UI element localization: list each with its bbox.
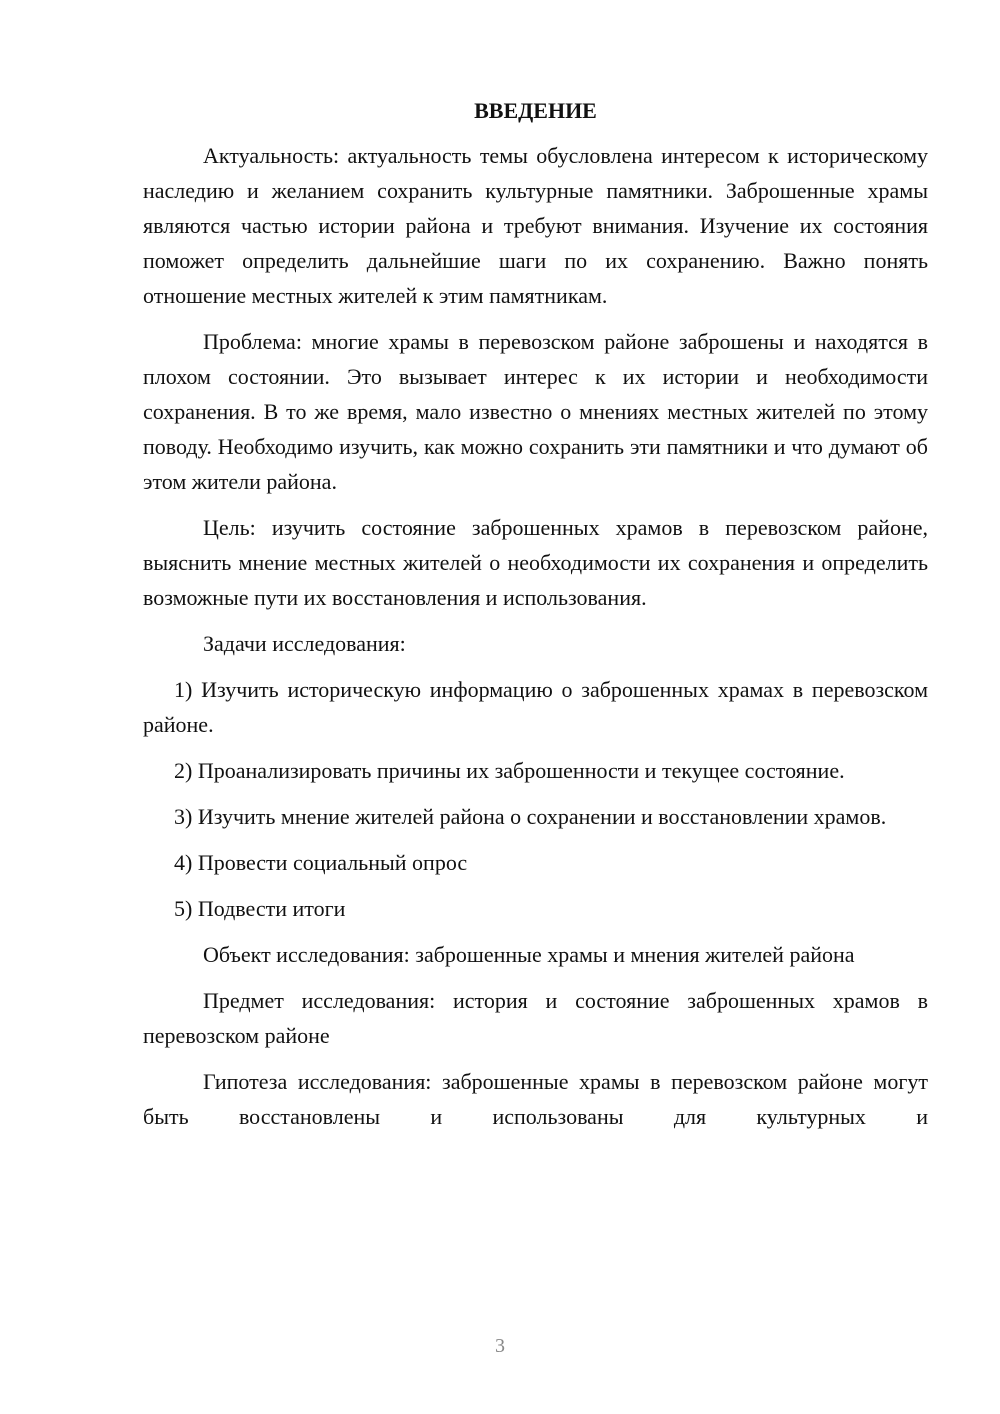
- paragraph-hypothesis: Гипотеза исследования: заброшенные храмы в перевозском районе могут быть восстановлены и использованы для культурных и: [143, 1069, 928, 1129]
- task-item-4: 4) Провести социальный опрос: [174, 850, 468, 875]
- task-item-2: 2) Проанализировать причины их заброшенности и текущее состояние.: [174, 758, 845, 783]
- section-heading: ВВЕДЕНИЕ: [474, 98, 597, 123]
- task-item-1: 1) Изучить историческую информацию о заброшенных храмах в перевозском районе.: [143, 677, 928, 737]
- paragraph-problem: Проблема: многие храмы в перевозском районе заброшены и находятся в плохом состоянии. Это вызывает интерес к их истории и необходимости сохранения. В то же время, мало известно о мнениях местных жителей по этому поводу. Необходимо изучить, как можно сохранить эти памятники и что думают об этом жители района.: [143, 329, 928, 494]
- task-item-5: 5) Подвести итоги: [174, 896, 346, 921]
- document-page: [143, 96, 928, 1145]
- paragraph-object: Объект исследования: заброшенные храмы и мнения жителей района: [203, 942, 855, 967]
- page-number: 3: [495, 1335, 505, 1357]
- paragraph-relevance: Актуальность: актуальность темы обусловлена интересом к историческому наследию и желанием сохранить культурные памятники. Заброшенные храмы являются частью истории района и требуют внимания. Изучение их состояния поможет определить дальнейшие шаги по их сохранению. Важно понять отношение местных жителей к этим памятникам.: [143, 143, 928, 308]
- paragraph-tasks-heading: Задачи исследования:: [203, 631, 406, 656]
- task-item-3: 3) Изучить мнение жителей района о сохранении и восстановлении храмов.: [174, 804, 887, 829]
- paragraph-subject: Предмет исследования: история и состояние заброшенных храмов в перевозском районе: [143, 988, 928, 1048]
- paragraph-goal: Цель: изучить состояние заброшенных храмов в перевозском районе, выяснить мнение местных жителей о необходимости их сохранения и определить возможные пути их восстановления и использования.: [143, 515, 928, 610]
